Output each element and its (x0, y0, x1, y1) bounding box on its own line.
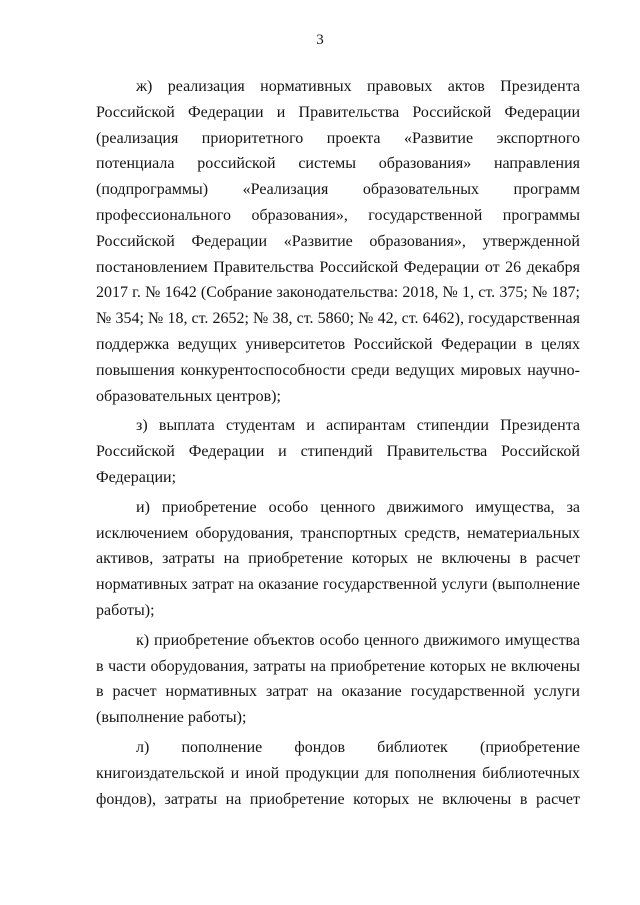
paragraph-z: з) выплата студентам и аспирантам стипендии Президента Российской Федерации и стипендий Правительства Российской Федерации; (96, 417, 580, 486)
paragraph-l: л) пополнение фондов библиотек (приобретение книгоиздательской и иной продукции для пополнения библиотечных фондов), затраты на приобретение которых не включены в расчет (96, 738, 580, 808)
paragraph-k: к) приобретение объектов особо ценного движимого имущества в части оборудования, затраты на приобретение которых не включены в расчет нормативных затрат на оказание государственной услуги (выполнение работы); (96, 631, 580, 727)
paragraph-i: и) приобретение особо ценного движимого имущества, за исключением оборудования, транспортных средств, нематериальных активов, затраты на приобретение которых не включены в расчет нормативных затрат на оказание государственной услуги (выполнение работы); (96, 498, 580, 619)
document-body (96, 74, 580, 816)
page-number: 3 (316, 32, 324, 48)
paragraph-zh: ж) реализация нормативных правовых актов Президента Российской Федерации и Правительства Российской Федерации (реализация приоритетного проекта «Развитие экспортного потенциала российской системы образования» направления (подпрограммы) «Реализация образовательных программ профессионального образования», государственной программы Российской Федерации «Развитие образования», утвержденной постановлением Правительства Российской Федерации от 26 декабря 2017 г. № 1642 (Собрание законодательства: 2018, № 1, ст. 375; № 187; № 354; № 18, ст. 2652; № 38, ст. 5860; № 42, ст. 6462), государственная поддержка ведущих университетов Российской Федерации в целях повышения конкурентоспособности среди ведущих мировых научно-образовательных центров); (96, 78, 580, 405)
